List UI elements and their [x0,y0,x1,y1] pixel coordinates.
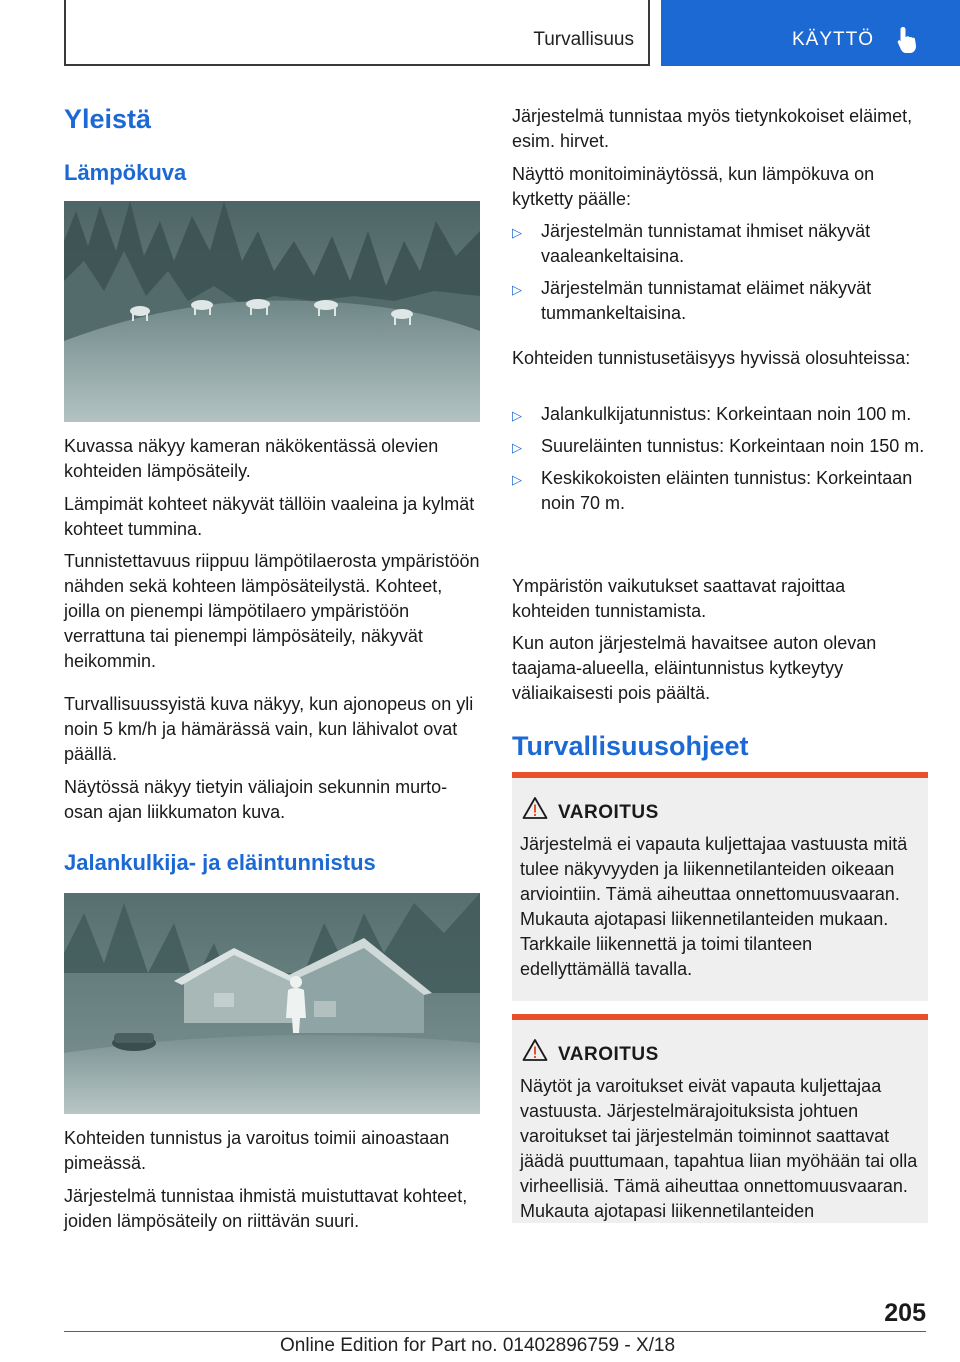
paragraph-darkness-only: Kohteiden tunnistus ja varoitus toimii ainoastaan pimeässä. [64,1128,450,1173]
paragraph-warm-cold: Lämpimät kohteet näkyvät tällöin vaaleina ja kylmät kohteet tummina. [64,494,475,539]
list-item: ▷ Keskikokoisten eläinten tunnistus: Korkeintaan noin 70 m. [512,468,913,513]
triangle-bullet-icon: ▷ [512,225,522,240]
triangle-bullet-icon: ▷ [512,282,522,297]
warning-box-2 [512,1014,928,1223]
warning-triangle-icon [522,1038,548,1062]
warning-text: Näytöt ja varoitukset eivät vapauta kuljettajaa vastuusta. Järjestelmärajoituksista johtuen varoitukset tai järjestelmän toiminnot saattavat jäädä puuttumaan, tapahtua liian myöhään tai olla virheellisiä. Tämä aiheuttaa onnettomuusvaaran. Mukauta ajotapasi liikennetilanteiden [520,1076,918,1221]
list-item: ▷ Järjestelmän tunnistamat ihmiset näkyvät vaaleankeltaisina. [512,221,871,266]
list-item: ▷ Jalankulkijatunnistus: Korkeintaan noin 100 m. [512,402,926,427]
warning-box-1 [512,772,928,1001]
paragraph-urban-area: Kun auton järjestelmä havaitsee auton olevan taajama-alueella, eläintunnistus kytkeytyy väliaikaisesti pois päältä. [512,633,877,703]
paragraph-still-image: Näytössä näkyy tietyin väliajoin sekunnin murto-osan ajan liikkumaton kuva. [64,777,448,822]
list-item: ▷ Suureläinten tunnistus: Korkeintaan noin 150 m. [512,434,926,459]
triangle-bullet-icon: ▷ [512,472,522,487]
header-chapter-tab[interactable] [661,0,960,66]
paragraph-environment-effects: Ympäristön vaikutukset saattavat rajoittaa kohteiden tunnistamista. [512,576,846,621]
warning-triangle-icon [522,796,548,820]
paragraph-display-info: Näyttö monitoiminäytössä, kun lämpökuva on kytketty päälle: [512,164,875,209]
paragraph-thermal-radiation: Kuvassa näkyy kameran näkökentässä olevien kohteiden lämpösäteily. [64,436,439,481]
header-section-box [64,0,650,66]
page-number: 205 [884,1299,926,1327]
warning-text: Järjestelmä ei vapauta kuljettajaa vastuusta mitä tulee näkyvyyden ja liikennetilanteiden oikeaan arviointiin. Tämä aiheuttaa onnettomuusvaaran. Mukauta ajotapasi liikennetilanteiden mukaan. Tarkkaile liikennettä ja toimi tilanteen edellyttämällä tavalla. [520,834,908,979]
thermal-pedestrian-illustration [64,893,480,1114]
warning-title: VAROITUS [558,802,659,823]
triangle-bullet-icon: ▷ [512,440,522,455]
paragraph-human-detection: Järjestelmä tunnistaa ihmistä muistuttavat kohteet, joiden lämpösäteily on riittävän suuri. [64,1186,468,1231]
paragraph-safety-speed: Turvallisuussyistä kuva näkyy, kun ajonopeus on yli noin 5 km/h ja hämärässä vain, kun lähivalot ovat päällä. [64,694,474,764]
footer-divider [64,1331,926,1332]
heading-general: Yleistä [64,104,152,134]
header-section-title: Turvallisuus [533,29,634,50]
list-display-colors [512,219,926,333]
paragraph-detection-distance: Kohteiden tunnistusetäisyys hyvissä olosuhteissa: [512,348,911,368]
warning-title: VAROITUS [558,1044,659,1065]
list-detection-ranges [512,402,926,523]
pointing-hand-icon [895,25,921,55]
paragraph-detectability: Tunnistettavuus riippuu lämpötilaerosta ympäristöön nähden sekä kohteen lämpösäteilystä. Kohteet, joilla on pienempi lämpötilaero ympäristöön verrattuna tai pienempi lämpösäteily, näkyvät heikommin. [64,551,480,671]
thermal-image-pedestrian [64,893,480,1114]
heading-thermal-image: Lämpökuva [64,160,187,185]
thermal-animals-illustration [64,201,480,422]
header-chapter-title: KÄYTTÖ [792,29,875,50]
thermal-image-animals [64,201,480,422]
heading-pedestrian-animal-detection: Jalankulkija- ja eläintunnistus [64,850,376,875]
paragraph-animal-detection: Järjestelmä tunnistaa myös tietynkokoiset eläimet, esim. hirvet. [512,106,913,151]
triangle-bullet-icon: ▷ [512,408,522,423]
heading-safety-instructions: Turvallisuusohjeet [512,731,749,761]
footer-edition: Online Edition for Part no. 01402896759 - X/18 [280,1335,676,1356]
list-item: ▷ Järjestelmän tunnistamat eläimet näkyvät tummankeltaisina. [512,278,872,323]
